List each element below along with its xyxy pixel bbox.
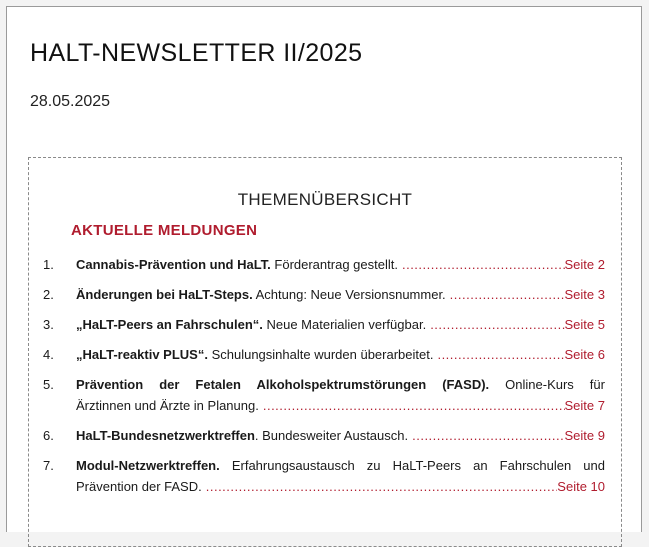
toc-item-text	[76, 314, 426, 335]
section-heading: AKTUELLE MELDUNGEN	[71, 222, 258, 239]
toc-item-number: 4.	[43, 347, 54, 362]
toc-heading: THEMENÜBERSICHT	[237, 190, 413, 209]
document-page	[6, 6, 642, 532]
dot-leader	[437, 344, 564, 365]
dot-leader	[430, 314, 564, 335]
toc-item-line	[76, 284, 605, 305]
toc-item-body	[76, 254, 605, 275]
toc-item-4[interactable]	[43, 344, 605, 365]
toc-item-number: 5.	[43, 377, 54, 392]
toc-item-description: Förderantrag gestellt.	[270, 257, 398, 272]
toc-item-line	[76, 476, 605, 497]
toc-item-continuation: Ärztinnen und Ärzte in Planung.	[76, 398, 259, 413]
dot-leader	[263, 395, 565, 416]
toc-item-2[interactable]	[43, 284, 605, 305]
toc-page-link[interactable]: Seite 7	[564, 398, 605, 413]
toc-item-title: HaLT-Bundesnetzwerktreffen	[76, 428, 255, 443]
toc-item-title: „HaLT-reaktiv PLUS“.	[76, 347, 208, 362]
toc-item-body	[76, 284, 605, 305]
toc-item-1[interactable]	[43, 254, 605, 275]
toc-item-text	[76, 344, 433, 365]
toc-item-line	[76, 395, 605, 416]
toc-item-text	[76, 254, 398, 275]
toc-page-link[interactable]: Seite 5	[564, 317, 605, 332]
toc-item-number: 3.	[43, 317, 54, 332]
toc-item-description: Achtung: Neue Versionsnummer.	[252, 287, 446, 302]
toc-item-title: Cannabis-Prävention und HaLT.	[76, 257, 271, 272]
toc-item-description: Neue Materialien verfügbar.	[262, 317, 427, 332]
dot-leader	[206, 476, 558, 497]
toc-item-line	[76, 314, 605, 335]
newsletter-title: HALT-NEWSLETTER II/2025	[30, 39, 363, 67]
toc-item-7[interactable]	[43, 455, 605, 497]
toc-item-text	[76, 425, 408, 446]
toc-item-body	[76, 344, 605, 365]
toc-item-body	[76, 314, 605, 335]
toc-item-text	[76, 455, 605, 476]
toc-item-continuation: Prävention der FASD.	[76, 479, 202, 494]
toc-item-text	[76, 374, 605, 395]
newsletter-date: 28.05.2025	[30, 93, 111, 110]
toc-item-title: Änderungen bei HaLT-Steps.	[76, 287, 253, 302]
toc-page-link[interactable]: Seite 3	[564, 287, 605, 302]
toc-item-description: Erfahrungsaustausch zu HaLT-Peers an Fahrschulen und	[219, 458, 605, 473]
toc-item-number: 1.	[43, 257, 54, 272]
toc-list	[43, 254, 605, 506]
toc-item-line	[76, 425, 605, 446]
toc-item-title: Prävention der Fetalen Alkoholspektrumstörungen (FASD).	[76, 377, 490, 392]
toc-item-line	[76, 254, 605, 275]
toc-item-6[interactable]	[43, 425, 605, 446]
toc-item-5[interactable]	[43, 374, 605, 416]
toc-item-description: . Bundesweiter Austausch.	[254, 428, 409, 443]
dot-leader	[402, 254, 565, 275]
toc-item-line	[76, 344, 605, 365]
toc-page-link[interactable]: Seite 2	[564, 257, 605, 272]
toc-item-number: 2.	[43, 287, 54, 302]
toc-page-link[interactable]: Seite 9	[564, 428, 605, 443]
toc-item-description: Online-Kurs für	[489, 377, 605, 392]
dot-leader	[450, 284, 565, 305]
toc-item-number: 7.	[43, 458, 54, 473]
toc-item-body	[76, 455, 605, 497]
toc-item-number: 6.	[43, 428, 54, 443]
table-of-contents-box	[28, 157, 622, 547]
toc-item-title: „HaLT-Peers an Fahrschulen“.	[76, 317, 263, 332]
toc-item-body	[76, 425, 605, 446]
toc-item-text	[76, 284, 446, 305]
dot-leader	[412, 425, 564, 446]
toc-item-3[interactable]	[43, 314, 605, 335]
toc-page-link[interactable]: Seite 6	[564, 347, 605, 362]
toc-item-description: Schulungsinhalte wurden überarbeitet.	[207, 347, 434, 362]
toc-page-link[interactable]: Seite 10	[557, 479, 605, 494]
toc-item-title: Modul-Netzwerktreffen.	[76, 458, 220, 473]
toc-item-body	[76, 374, 605, 416]
